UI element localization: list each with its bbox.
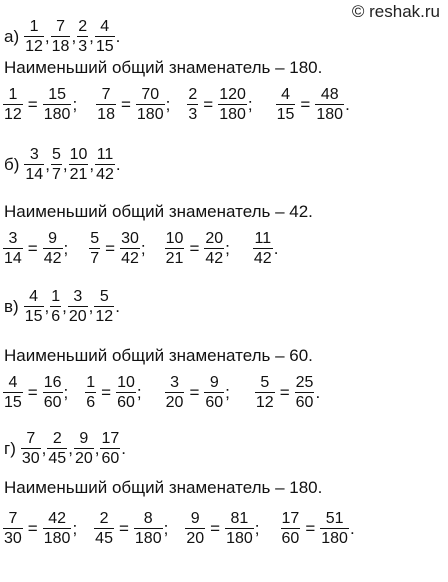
fraction-numerator: 1 bbox=[86, 374, 96, 391]
common-denominator-text: Наименьший общий знаменатель – 60. bbox=[4, 346, 313, 365]
equation-separator: ; bbox=[225, 382, 230, 402]
fraction-denominator: 15 bbox=[276, 106, 295, 123]
list-separator: . bbox=[115, 26, 121, 46]
fraction-denominator: 14 bbox=[25, 166, 44, 183]
fraction-numerator: 70 bbox=[141, 86, 160, 103]
fraction-numerator: 2 bbox=[52, 430, 62, 447]
equation-separator: ; bbox=[247, 94, 253, 114]
fraction-numerator: 51 bbox=[325, 510, 344, 527]
list-separator: . bbox=[121, 438, 126, 458]
fraction-numerator: 8 bbox=[143, 510, 153, 527]
fraction-denominator: 42 bbox=[205, 250, 224, 267]
fraction bbox=[85, 374, 96, 411]
fraction-numerator: 5 bbox=[260, 374, 270, 391]
fraction bbox=[253, 230, 273, 267]
equals-sign: = bbox=[300, 94, 311, 114]
fraction bbox=[3, 510, 23, 547]
equals-sign: = bbox=[189, 382, 200, 402]
fraction bbox=[43, 510, 72, 547]
fraction bbox=[281, 510, 301, 547]
list-separator: , bbox=[89, 154, 95, 174]
fraction bbox=[89, 230, 100, 267]
equation-separator: . bbox=[315, 382, 321, 402]
fraction-denominator: 42 bbox=[43, 250, 62, 267]
equals-sign: = bbox=[27, 238, 38, 258]
fraction-denominator: 12 bbox=[255, 394, 274, 411]
fraction-list bbox=[4, 18, 120, 55]
section-label: а) bbox=[4, 26, 20, 46]
equations-row bbox=[2, 374, 320, 411]
fraction bbox=[74, 430, 94, 467]
fraction-denominator: 42 bbox=[253, 250, 272, 267]
fraction bbox=[47, 430, 67, 467]
fraction bbox=[204, 230, 224, 267]
equation-separator: ; bbox=[254, 518, 260, 538]
fraction-denominator: 20 bbox=[165, 394, 184, 411]
fraction-denominator: 60 bbox=[43, 394, 62, 411]
fraction-numerator: 16 bbox=[43, 374, 62, 391]
equation bbox=[275, 86, 350, 123]
fraction bbox=[136, 86, 165, 123]
fraction-numerator: 1 bbox=[29, 18, 39, 35]
fraction-denominator: 20 bbox=[68, 308, 87, 325]
fraction-numerator: 2 bbox=[188, 86, 198, 103]
fraction bbox=[94, 510, 114, 547]
fraction-denominator: 18 bbox=[51, 38, 70, 55]
fraction-numerator: 2 bbox=[99, 510, 109, 527]
fraction-denominator: 6 bbox=[51, 308, 61, 325]
fraction-numerator: 120 bbox=[219, 86, 246, 103]
fraction-denominator: 60 bbox=[205, 394, 224, 411]
equation-separator: ; bbox=[225, 238, 230, 258]
fraction-denominator: 180 bbox=[43, 106, 71, 123]
list-separator: , bbox=[68, 438, 73, 458]
fraction bbox=[95, 146, 115, 183]
fraction bbox=[255, 374, 275, 411]
fraction-numerator: 4 bbox=[100, 18, 110, 35]
fraction-denominator: 14 bbox=[4, 250, 22, 267]
fraction bbox=[50, 288, 61, 325]
list-separator: . bbox=[115, 154, 121, 174]
fraction bbox=[295, 374, 315, 411]
fraction-numerator: 10 bbox=[165, 230, 184, 247]
equation bbox=[2, 230, 68, 267]
fraction bbox=[100, 430, 120, 467]
equation-separator: . bbox=[273, 238, 279, 258]
fraction-denominator: 60 bbox=[117, 394, 135, 411]
fraction-numerator: 15 bbox=[48, 86, 66, 103]
equals-sign: = bbox=[210, 518, 221, 538]
fraction-denominator: 180 bbox=[316, 106, 344, 123]
fraction bbox=[69, 146, 89, 183]
equations-row bbox=[2, 510, 355, 547]
list-separator: , bbox=[45, 154, 50, 174]
list-separator: , bbox=[71, 26, 77, 46]
list-separator: , bbox=[62, 154, 68, 174]
fraction-list bbox=[4, 288, 120, 325]
equation bbox=[164, 374, 230, 411]
fraction-numerator: 7 bbox=[101, 86, 111, 103]
equals-sign: = bbox=[279, 382, 290, 402]
list-separator: , bbox=[88, 296, 94, 316]
fraction-denominator: 30 bbox=[21, 450, 40, 467]
equals-sign: = bbox=[305, 518, 316, 538]
fraction bbox=[165, 374, 185, 411]
fraction-denominator: 180 bbox=[226, 530, 253, 547]
fraction-numerator: 4 bbox=[281, 86, 290, 103]
fraction-numerator: 10 bbox=[69, 146, 88, 163]
fraction-denominator: 21 bbox=[69, 166, 88, 183]
list-separator: , bbox=[62, 296, 67, 316]
equals-sign: = bbox=[118, 518, 129, 538]
fraction bbox=[165, 230, 185, 267]
fraction-numerator: 48 bbox=[320, 86, 339, 103]
fraction bbox=[320, 510, 349, 547]
common-denominator-text: Наименьший общий знаменатель – 42. bbox=[4, 202, 313, 221]
fraction bbox=[185, 510, 205, 547]
equation-separator: ; bbox=[72, 518, 78, 538]
section-label: б) bbox=[4, 154, 20, 174]
fraction bbox=[218, 86, 247, 123]
watermark-text: © reshak.ru bbox=[351, 2, 440, 21]
fraction-denominator: 180 bbox=[134, 530, 162, 547]
list-separator: , bbox=[89, 26, 94, 46]
list-separator: , bbox=[44, 26, 50, 46]
fraction-denominator: 21 bbox=[165, 250, 184, 267]
fraction-denominator: 12 bbox=[95, 308, 114, 325]
fraction-denominator: 180 bbox=[43, 530, 71, 547]
equation-separator: ; bbox=[136, 382, 142, 402]
equals-sign: = bbox=[120, 94, 131, 114]
fraction-numerator: 9 bbox=[209, 374, 219, 391]
fraction-list bbox=[4, 430, 126, 467]
fraction-denominator: 3 bbox=[188, 106, 198, 123]
fraction-numerator: 25 bbox=[295, 374, 314, 391]
equals-sign: = bbox=[101, 382, 112, 402]
fraction bbox=[3, 230, 23, 267]
fraction-numerator: 7 bbox=[26, 430, 36, 447]
fraction bbox=[95, 18, 115, 55]
equals-sign: = bbox=[27, 94, 38, 114]
fraction bbox=[3, 86, 23, 123]
equals-sign: = bbox=[27, 518, 38, 538]
fraction bbox=[68, 288, 88, 325]
equation bbox=[280, 510, 355, 547]
fraction bbox=[120, 230, 140, 267]
list-separator: , bbox=[44, 296, 50, 316]
fraction-denominator: 20 bbox=[186, 530, 205, 547]
equation bbox=[186, 86, 252, 123]
equation bbox=[95, 86, 170, 123]
fraction bbox=[96, 86, 116, 123]
equation bbox=[84, 374, 141, 411]
fraction-numerator: 20 bbox=[205, 230, 224, 247]
equation bbox=[2, 510, 77, 547]
fraction-numerator: 9 bbox=[48, 230, 58, 247]
equation-separator: . bbox=[345, 94, 350, 114]
fraction-numerator: 17 bbox=[281, 510, 300, 527]
fraction-numerator: 11 bbox=[254, 230, 272, 247]
fraction-numerator: 81 bbox=[230, 510, 249, 527]
fraction-denominator: 45 bbox=[95, 530, 113, 547]
common-denominator-text: Наименьший общий знаменатель – 180. bbox=[4, 58, 323, 77]
equation bbox=[88, 230, 145, 267]
common-denominator-text: Наименьший общий знаменатель – 180. bbox=[4, 478, 323, 497]
fraction-denominator: 180 bbox=[321, 530, 348, 547]
fraction-numerator: 4 bbox=[29, 288, 39, 305]
fraction-numerator: 5 bbox=[90, 230, 100, 247]
equation-separator: ; bbox=[63, 382, 69, 402]
fraction-numerator: 9 bbox=[79, 430, 89, 447]
fraction-numerator: 10 bbox=[117, 374, 135, 391]
fraction-numerator: 17 bbox=[101, 430, 120, 447]
fraction-denominator: 180 bbox=[136, 106, 164, 123]
equation bbox=[2, 374, 68, 411]
equation-separator: ; bbox=[63, 238, 69, 258]
equation-separator: ; bbox=[72, 94, 78, 114]
fraction bbox=[276, 86, 296, 123]
fraction-numerator: 2 bbox=[78, 18, 88, 35]
fraction bbox=[24, 146, 44, 183]
fraction-numerator: 11 bbox=[96, 146, 114, 163]
fraction-numerator: 42 bbox=[48, 510, 66, 527]
fraction-numerator: 5 bbox=[51, 146, 61, 163]
list-separator: , bbox=[94, 438, 100, 458]
fraction bbox=[315, 86, 344, 123]
fraction bbox=[134, 510, 163, 547]
fraction bbox=[51, 18, 71, 55]
fraction-denominator: 7 bbox=[51, 166, 61, 183]
equations-row bbox=[2, 230, 278, 267]
list-separator: , bbox=[41, 438, 47, 458]
fraction-numerator: 3 bbox=[73, 288, 83, 305]
fraction bbox=[43, 86, 72, 123]
fraction bbox=[77, 18, 88, 55]
fraction-denominator: 180 bbox=[219, 106, 246, 123]
fraction bbox=[204, 374, 224, 411]
fraction bbox=[51, 146, 62, 183]
fraction-denominator: 3 bbox=[78, 38, 88, 55]
equation-separator: ; bbox=[163, 518, 169, 538]
equation bbox=[164, 230, 230, 267]
fraction bbox=[94, 288, 114, 325]
equation bbox=[254, 374, 320, 411]
section-label: г) bbox=[4, 438, 16, 458]
fraction-numerator: 1 bbox=[51, 288, 61, 305]
fraction bbox=[21, 430, 41, 467]
fraction-denominator: 15 bbox=[4, 394, 22, 411]
fraction bbox=[24, 18, 44, 55]
fraction-numerator: 3 bbox=[8, 230, 18, 247]
equals-sign: = bbox=[189, 238, 200, 258]
fraction-numerator: 7 bbox=[56, 18, 65, 35]
fraction bbox=[116, 374, 136, 411]
equals-sign: = bbox=[203, 94, 214, 114]
fraction bbox=[24, 288, 44, 325]
fraction-numerator: 30 bbox=[121, 230, 139, 247]
fraction-list bbox=[4, 146, 121, 183]
equation bbox=[93, 510, 168, 547]
fraction-denominator: 42 bbox=[121, 250, 139, 267]
fraction-denominator: 42 bbox=[96, 166, 114, 183]
fraction bbox=[43, 230, 63, 267]
equation-separator: . bbox=[349, 518, 355, 538]
section-label: в) bbox=[4, 296, 19, 316]
fraction-denominator: 60 bbox=[281, 530, 300, 547]
fraction-denominator: 6 bbox=[86, 394, 96, 411]
fraction bbox=[225, 510, 254, 547]
equals-sign: = bbox=[27, 382, 38, 402]
fraction bbox=[43, 374, 63, 411]
fraction-denominator: 60 bbox=[295, 394, 314, 411]
fraction-numerator: 4 bbox=[8, 374, 18, 391]
equals-sign: = bbox=[105, 238, 116, 258]
equation-separator: ; bbox=[165, 94, 171, 114]
equation-separator: ; bbox=[140, 238, 146, 258]
fraction-numerator: 3 bbox=[29, 146, 39, 163]
fraction-numerator: 3 bbox=[170, 374, 179, 391]
list-separator: . bbox=[115, 296, 120, 316]
equation bbox=[2, 86, 77, 123]
fraction-denominator: 12 bbox=[4, 106, 22, 123]
fraction-denominator: 30 bbox=[4, 530, 22, 547]
fraction-denominator: 15 bbox=[95, 38, 114, 55]
equations-row bbox=[2, 86, 350, 123]
fraction-numerator: 1 bbox=[8, 86, 18, 103]
fraction-denominator: 15 bbox=[24, 308, 43, 325]
fraction-numerator: 9 bbox=[190, 510, 200, 527]
fraction-numerator: 5 bbox=[99, 288, 109, 305]
fraction-denominator: 18 bbox=[97, 106, 115, 123]
equation bbox=[184, 510, 259, 547]
fraction-denominator: 12 bbox=[25, 38, 43, 55]
fraction-denominator: 60 bbox=[101, 450, 120, 467]
fraction-denominator: 45 bbox=[48, 450, 67, 467]
equation bbox=[252, 230, 279, 267]
fraction-denominator: 7 bbox=[90, 250, 100, 267]
fraction-denominator: 20 bbox=[74, 450, 93, 467]
fraction bbox=[3, 374, 23, 411]
fraction-numerator: 7 bbox=[8, 510, 18, 527]
fraction bbox=[187, 86, 198, 123]
